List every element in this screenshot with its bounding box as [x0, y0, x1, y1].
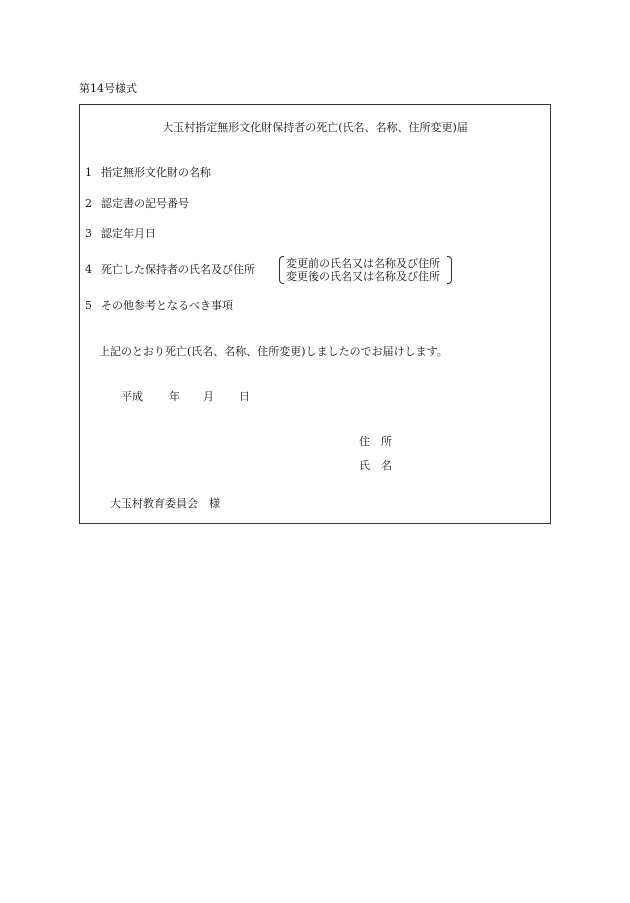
item-3 [85, 227, 156, 241]
item-text: 認定年月日 [101, 227, 156, 240]
form-number-label: 第14号様式 [79, 82, 137, 95]
item-number: 4 [85, 263, 92, 276]
document-title: 大玉村指定無形文化財保持者の死亡(氏名、名称、住所変更)届 [162, 121, 468, 134]
item-text: 認定書の記号番号 [101, 197, 189, 210]
address-label: 住 所 [359, 435, 392, 448]
item-text: 死亡した保持者の氏名及び住所 [101, 263, 255, 276]
name-label: 氏 名 [359, 459, 392, 472]
item-4 [85, 263, 255, 277]
item-number: 2 [85, 197, 92, 210]
item-text: 指定無形文化財の名称 [101, 166, 211, 179]
item-text: その他参考となるべき事項 [101, 299, 233, 312]
right-bracket [447, 256, 452, 284]
item-number: 1 [85, 166, 92, 179]
item-2 [85, 197, 189, 211]
change-before-option: 変更前の氏名又は名称及び住所 [286, 257, 440, 270]
date-era: 平成 [121, 390, 143, 403]
item-number: 5 [85, 299, 92, 312]
item-5 [85, 299, 233, 313]
change-after-option: 変更後の氏名又は名称及び住所 [286, 270, 440, 283]
date-month: 月 [203, 390, 214, 403]
item-number: 3 [85, 227, 92, 240]
item-1 [85, 166, 211, 180]
form-frame [79, 104, 551, 524]
addressee: 大玉村教育委員会 様 [110, 497, 220, 510]
date-year: 年 [169, 390, 180, 403]
left-bracket [279, 256, 284, 284]
date-day: 日 [239, 390, 250, 403]
change-options-bracket [279, 255, 452, 285]
statement-text: 上記のとおり死亡(氏名、名称、住所変更)しましたのでお届けします。 [99, 345, 448, 358]
